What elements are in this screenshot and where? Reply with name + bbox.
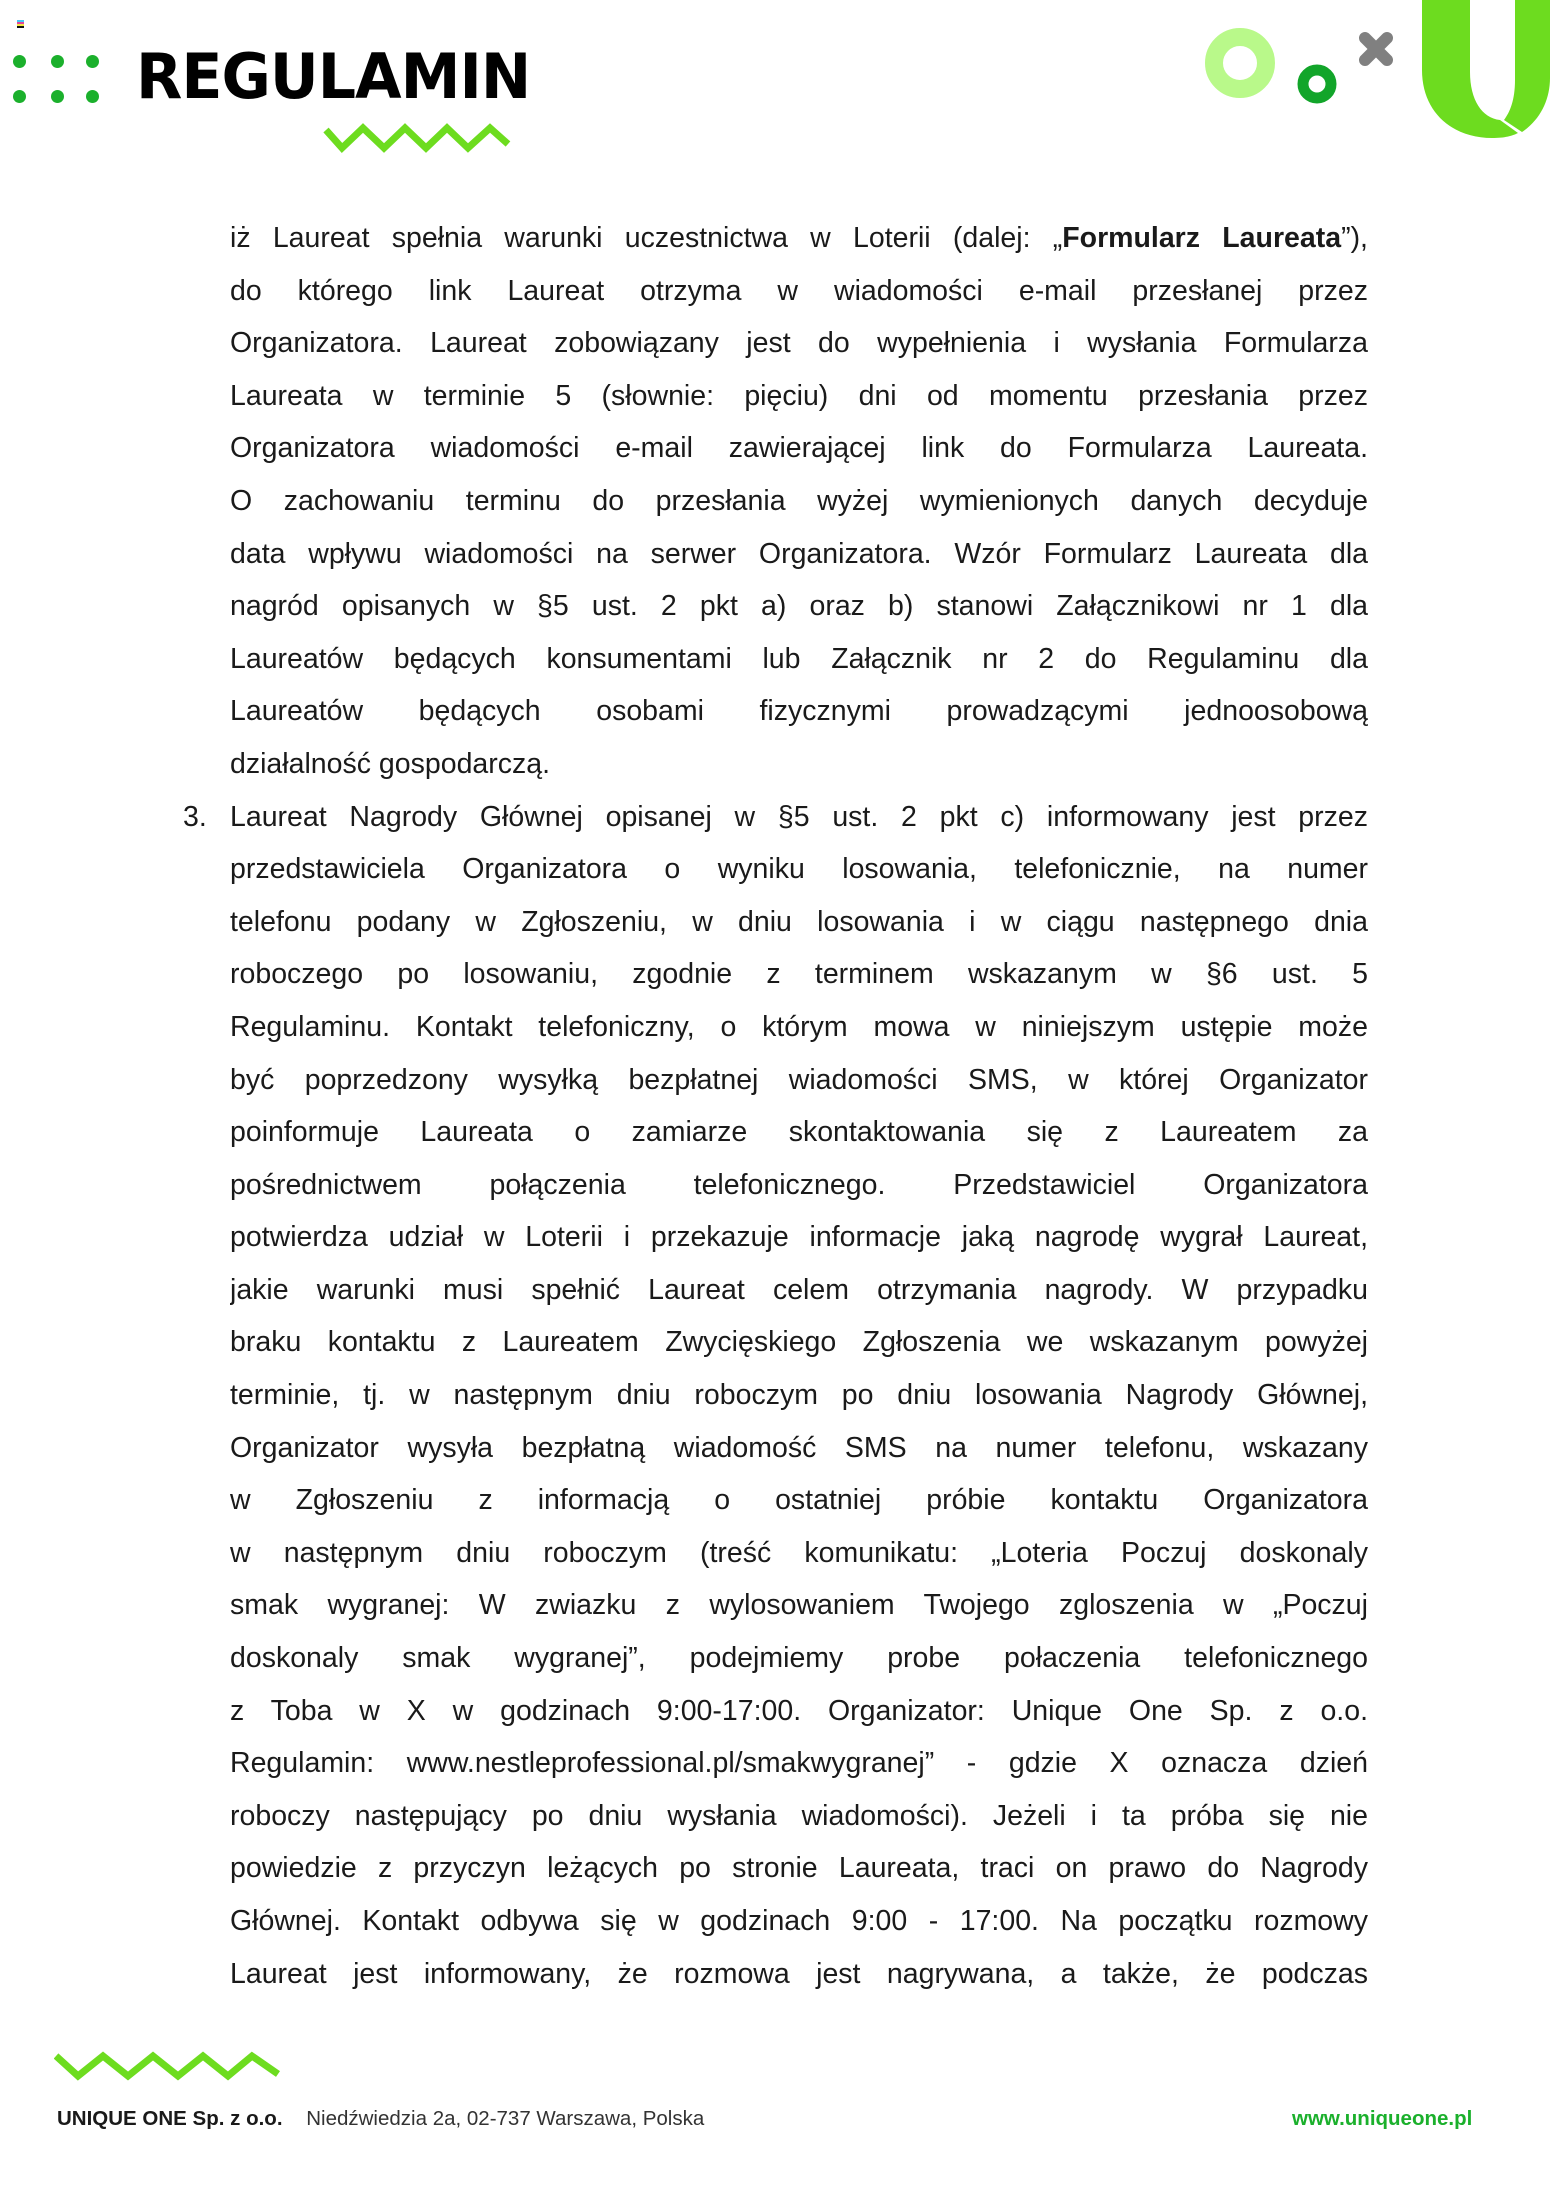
footer-address: Niedźwiedzia 2a, 02-737 Warszawa, Polska — [306, 2107, 705, 2130]
text-line: przedstawiciela Organizatora o wyniku losowania, telefonicznie, na numer — [230, 853, 1368, 886]
zigzag-icon — [322, 122, 512, 158]
text-line: działalność gospodarczą. — [230, 747, 551, 780]
text-line: w następnym dniu roboczym (treść komunikatu: „Loteria Poczuj doskonaly — [230, 1536, 1368, 1569]
document-body — [183, 212, 1368, 2000]
text-line: potwierdza udział w Loterii i przekazuje informacje jaką nagrodę wygrał Laureat, — [230, 1221, 1368, 1254]
text-line: Regulaminu. Kontakt telefoniczny, o którym mowa w niniejszym ustępie może — [230, 1010, 1368, 1043]
footer-company-name: UNIQUE ONE Sp. z o.o. — [57, 2107, 283, 2130]
text-line: Laureat Nagrody Głównej opisanej w §5 ust. 2 pkt c) informowany jest przez — [230, 800, 1368, 833]
text-line: doskonaly smak wygranej”, podejmiemy probe połaczenia telefonicznego — [230, 1642, 1368, 1675]
text-line: Organizatora. Laureat zobowiązany jest do wypełnienia i wysłania Formularza — [230, 327, 1368, 360]
list-number: 3. — [183, 800, 207, 833]
text-line: Laureat jest informowany, że rozmowa jest nagrywana, a także, że podczas — [230, 1957, 1368, 1990]
page-title: REGULAMIN — [136, 40, 531, 113]
decorative-shapes — [1205, 28, 1405, 118]
text-line: terminie, tj. w następnym dniu roboczym po dniu losowania Nagrody Głównej, — [230, 1379, 1368, 1412]
text-line: smak wygranej: W zwiazku z wylosowaniem Twojego zgloszenia w „Poczuj — [230, 1589, 1368, 1622]
footer-website-link[interactable]: www.uniqueone.pl — [1292, 2107, 1473, 2130]
text-line: być poprzedzony wysyłką bezpłatnej wiadomości SMS, w której Organizator — [230, 1063, 1368, 1096]
text-line: jakie warunki musi spełnić Laureat celem otrzymania nagrody. W przypadku — [230, 1273, 1368, 1306]
ring-dark-icon — [1303, 70, 1331, 98]
text-line: telefonu podany w Zgłoszeniu, w dniu losowania i w ciągu następnego dnia — [230, 905, 1368, 938]
text-line: z Toba w X w godzinach 9:00-17:00. Organizator: Unique One Sp. z o.o. — [230, 1694, 1368, 1727]
item-3 — [183, 791, 1368, 2001]
text-line: nagród opisanych w §5 ust. 2 pkt a) oraz b) stanowi Załącznikowi nr 1 dla — [230, 590, 1368, 623]
text-line: braku kontaktu z Laureatem Zwycięskiego Zgłoszenia we wskazanym powyżej — [230, 1326, 1368, 1359]
text-line: O zachowaniu terminu do przesłania wyżej wymienionych danych decyduje — [230, 484, 1368, 517]
dot-grid-icon — [13, 55, 103, 105]
defined-term: Formularz Laureata — [1062, 222, 1342, 254]
text-line: w Zgłoszeniu z informacją o ostatniej próbie kontaktu Organizatora — [230, 1484, 1368, 1517]
cross-icon — [1365, 38, 1387, 60]
text-line: Głównej. Kontakt odbywa się w godzinach 9:00 - 17:00. Na początku rozmowy — [230, 1905, 1368, 1937]
item-2-continuation — [230, 212, 1368, 791]
ring-light-icon — [1214, 37, 1266, 89]
unique-one-u-logo — [1420, 0, 1550, 140]
text-line: Laureatów będących osobami fizycznymi prowadzącymi jednoosobową — [230, 695, 1368, 728]
text-line: Organizator wysyła bezpłatną wiadomość SMS na numer telefonu, wskazany — [230, 1431, 1368, 1464]
text-line: Regulamin: www.nestleprofessional.pl/smakwygranej” - gdzie X oznacza dzień — [230, 1747, 1368, 1780]
text-line: Laureata w terminie 5 (słownie: pięciu) dni od momentu przesłania przez — [230, 379, 1368, 412]
text-line: do którego link Laureat otrzyma w wiadomości e-mail przesłanej przez — [230, 274, 1368, 307]
text-line: roboczego po losowaniu, zgodnie z terminem wskazanym w §6 ust. 5 — [230, 958, 1368, 991]
text-line: roboczy następujący po dniu wysłania wiadomości). Jeżeli i ta próba się nie — [230, 1799, 1368, 1832]
text-line: iż Laureat spełnia warunki uczestnictwa w Loterii (dalej: „Formularz Laureata”), — [230, 222, 1368, 254]
text-line: data wpływu wiadomości na serwer Organizatora. Wzór Formularz Laureata dla — [230, 537, 1368, 570]
text-line: Organizatora wiadomości e-mail zawierającej link do Formularza Laureata. — [230, 432, 1368, 465]
text-line: Laureatów będących konsumentami lub Załącznik nr 2 do Regulaminu dla — [230, 642, 1368, 675]
text-line: powiedzie z przyczyn leżących po stronie Laureata, traci on prawo do Nagrody — [230, 1852, 1368, 1885]
zigzag-icon — [54, 2050, 284, 2084]
text-line: poinformuje Laureata o zamiarze skontaktowania się z Laureatem za — [230, 1116, 1368, 1149]
printer-color-bar-icon — [17, 20, 24, 28]
footer-company-info — [57, 2107, 704, 2131]
text-line: pośrednictwem połączenia telefonicznego. Przedstawiciel Organizatora — [230, 1168, 1368, 1201]
